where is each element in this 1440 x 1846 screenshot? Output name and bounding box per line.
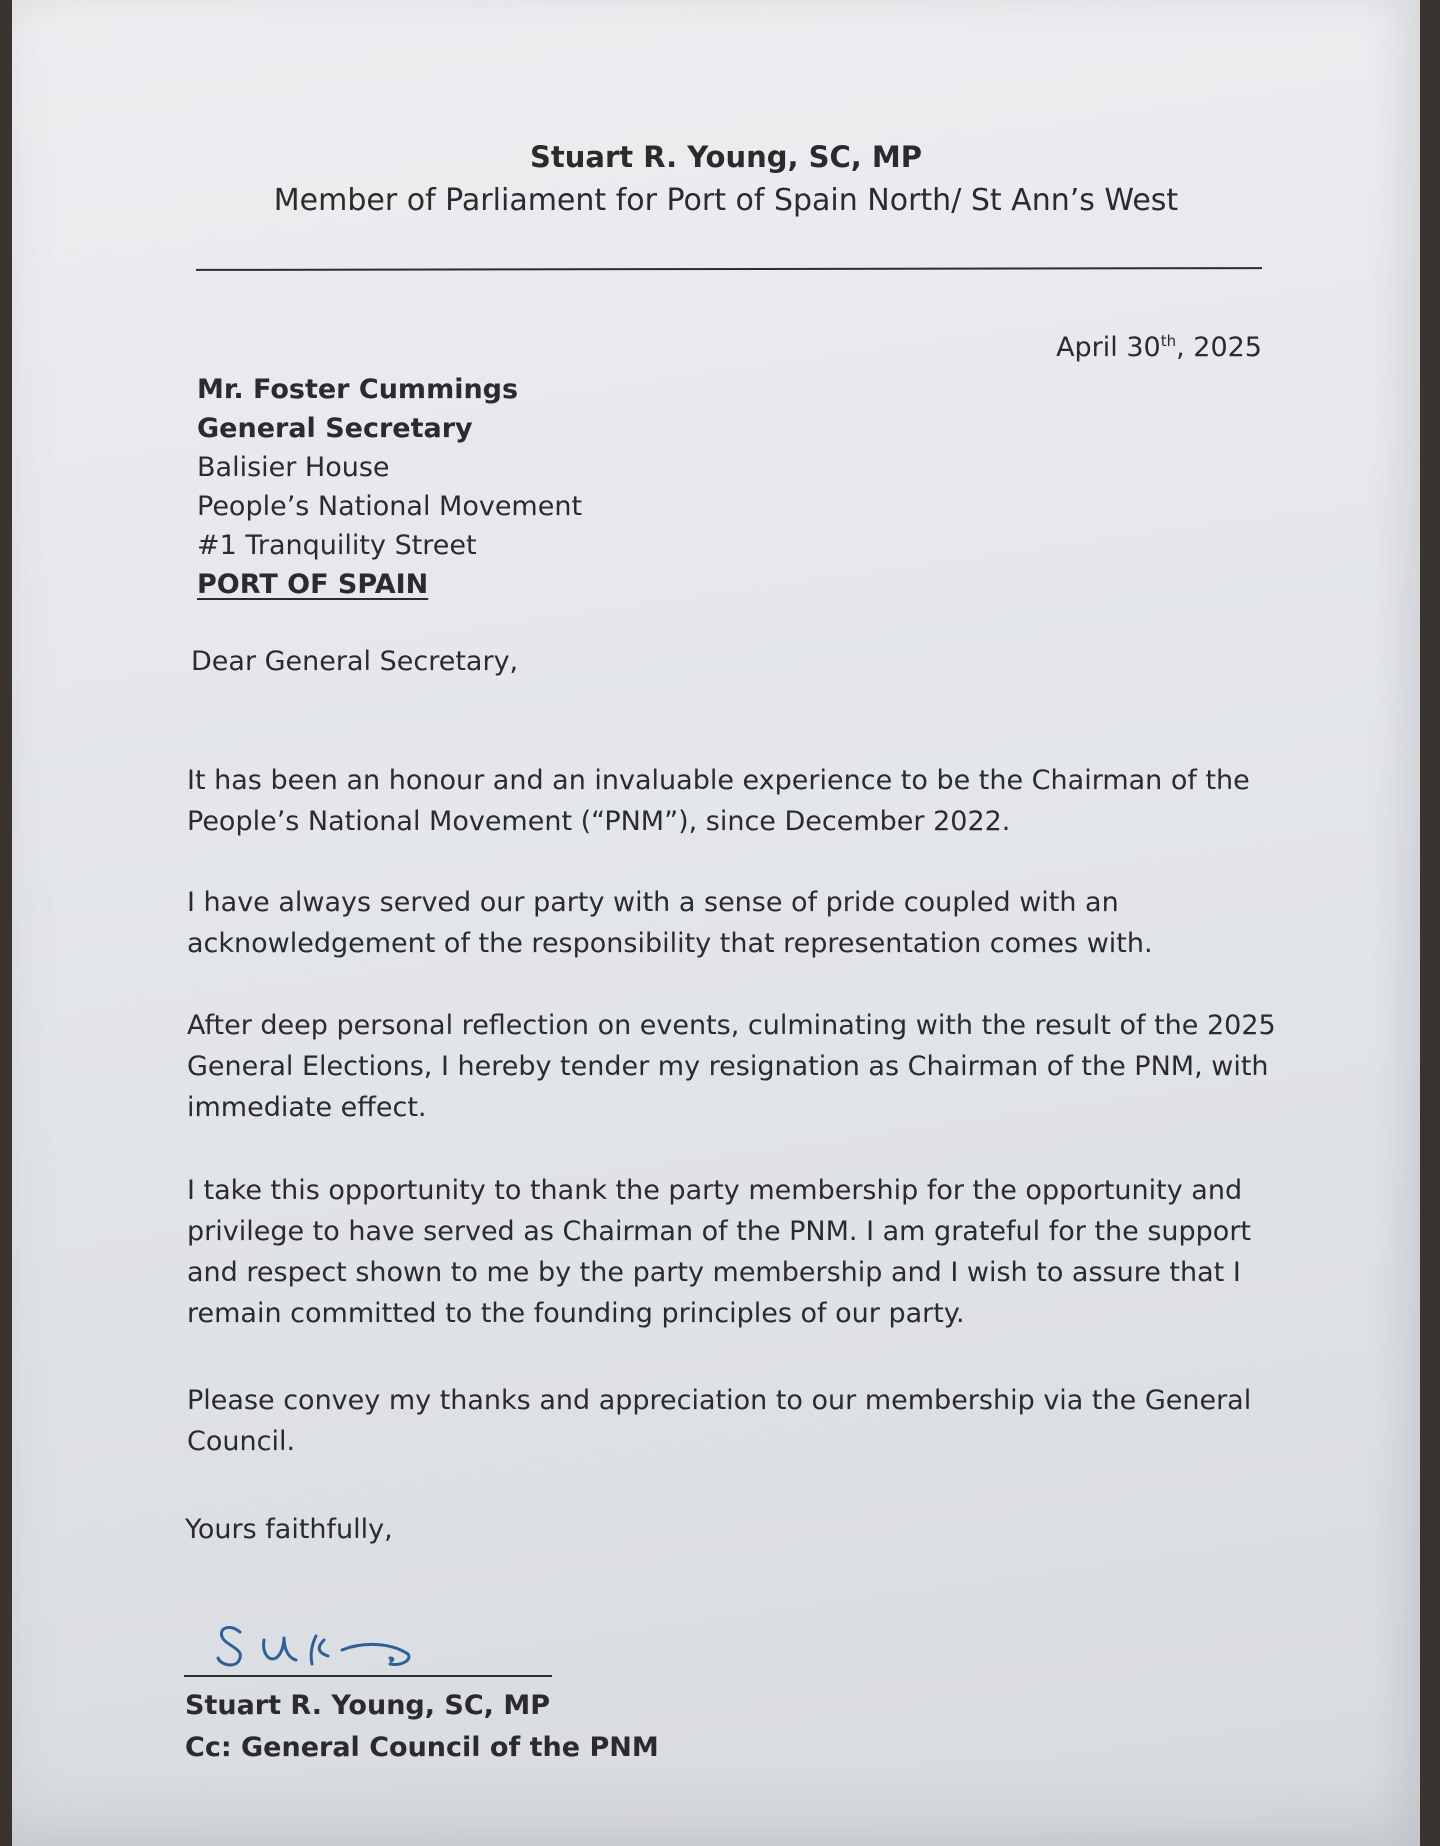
recipient-position: General Secretary: [197, 413, 473, 444]
recipient-address: [197, 370, 582, 604]
body-paragraph-4: I take this opportunity to thank the party membership for the opportunity and privilege to have served as Chairman of the PNM. I am grateful for the support and respect shown to me by the party membership and I wish to assure that I remain committed to the founding principles of our party.: [187, 1175, 1252, 1329]
closing: Yours faithfully,: [185, 1514, 393, 1545]
signer-block: [185, 1685, 659, 1769]
recipient-line2: People’s National Movement: [197, 491, 583, 522]
body-paragraph-1: It has been an honour and an invaluable experience to be the Chairman of the People’s National Movement (“PNM”), since December 2022.: [187, 765, 1250, 837]
letter-date: [1056, 332, 1262, 363]
handwritten-signature: [212, 1612, 462, 1672]
recipient-name: Mr. Foster Cummings: [197, 374, 519, 405]
letter-content: [12, 0, 1420, 1846]
letterhead-title: Member of Parliament for Port of Spain North/ St Ann’s West: [273, 183, 1179, 218]
recipient-line3: #1 Tranquility Street: [197, 530, 477, 561]
signature-line: [184, 1675, 552, 1677]
date-year: , 2025: [1176, 332, 1262, 363]
signer-cc: Cc: General Council of the PNM: [185, 1732, 659, 1763]
date-suffix: th: [1160, 332, 1177, 350]
salutation: Dear General Secretary,: [191, 646, 519, 677]
letter-paper: [12, 0, 1420, 1846]
body-paragraph-2: I have always served our party with a sense of pride coupled with an acknowledgement of the responsibility that representation comes with.: [187, 887, 1153, 959]
date-month-day: April 30: [1056, 332, 1161, 363]
letterhead-divider: [196, 267, 1262, 271]
signer-name: Stuart R. Young, SC, MP: [185, 1690, 550, 1721]
recipient-line1: Balisier House: [197, 452, 390, 483]
letterhead-name: Stuart R. Young, SC, MP: [529, 140, 923, 174]
body-paragraph-3: After deep personal reflection on events, culminating with the result of the 2025 General Elections, I hereby tender my resignation as Chairman of the PNM, with immediate effect.: [187, 1010, 1276, 1123]
recipient-city: PORT OF SPAIN: [197, 569, 429, 600]
body-paragraph-5: Please convey my thanks and appreciation to our membership via the General Council.: [187, 1385, 1252, 1457]
